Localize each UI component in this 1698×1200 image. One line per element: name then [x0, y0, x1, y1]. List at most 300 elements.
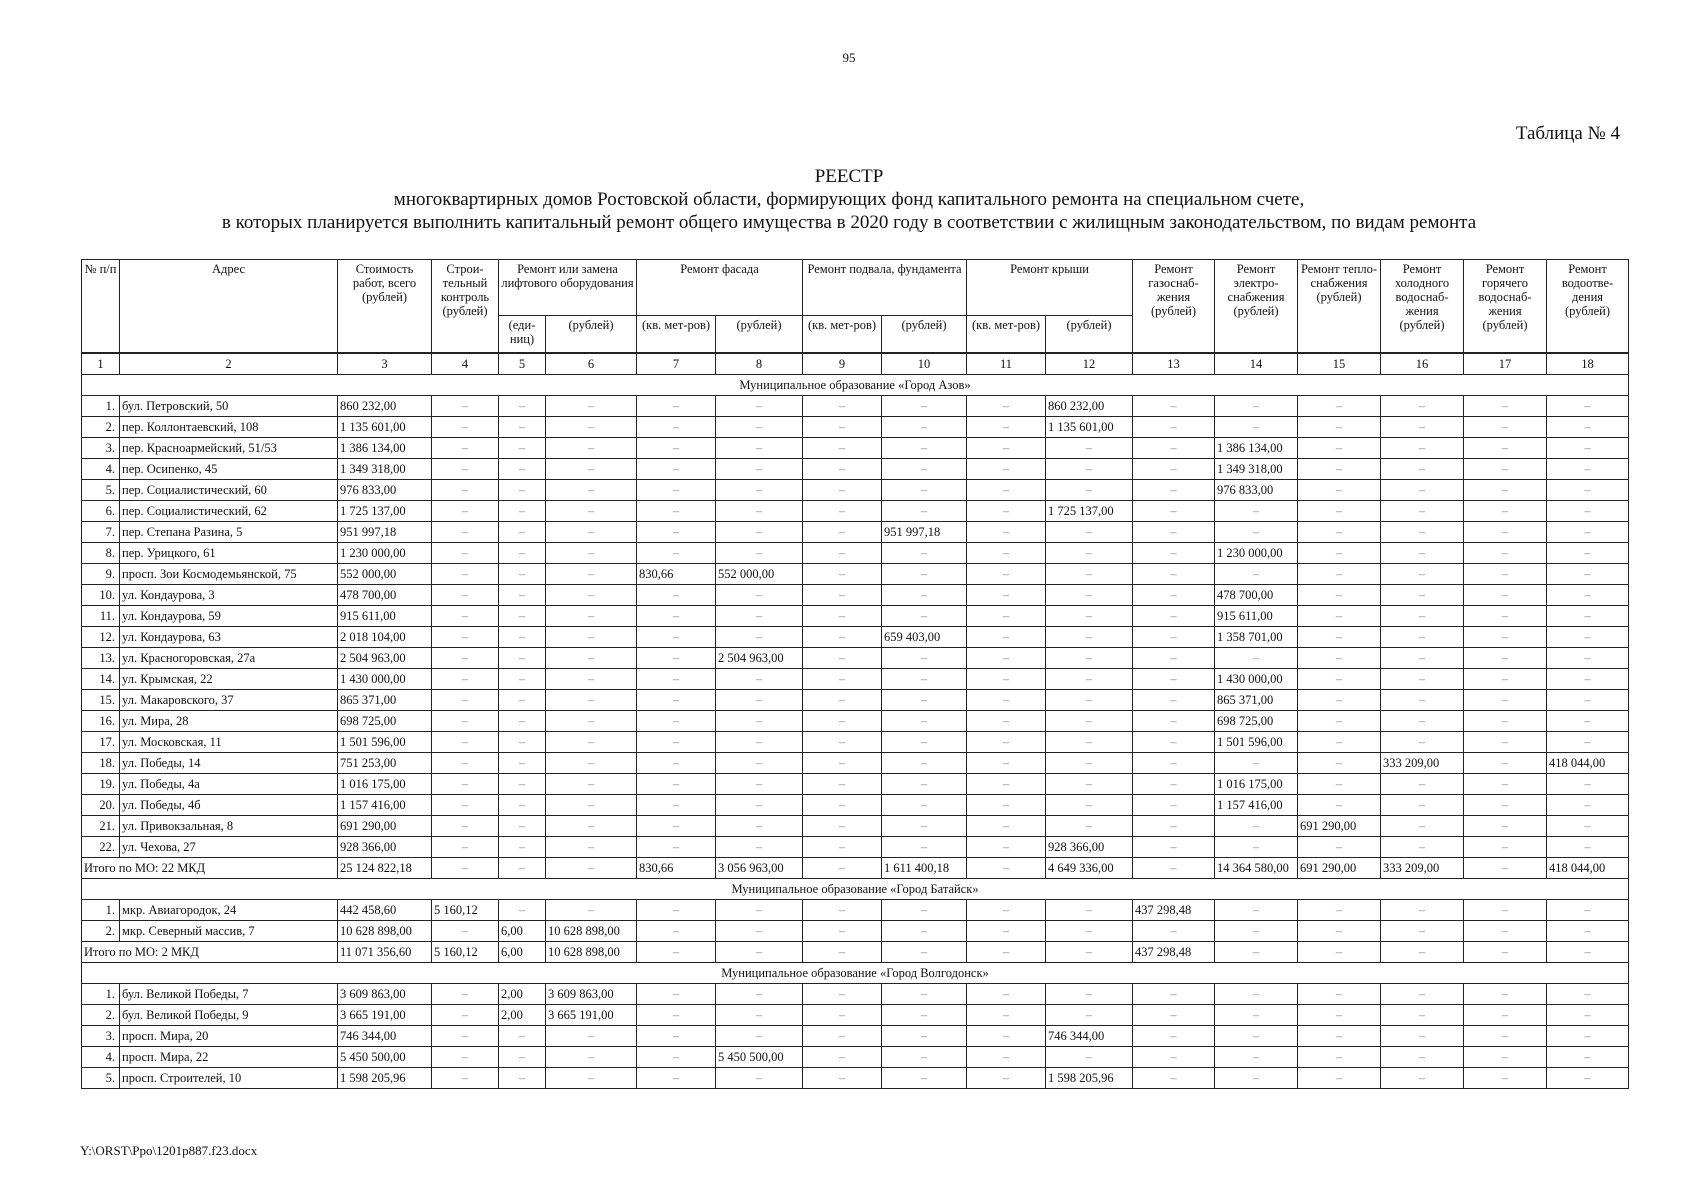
value-cell: –: [546, 711, 637, 732]
row-number: 20.: [82, 795, 120, 816]
value-cell: –: [1133, 984, 1215, 1005]
value-cell: –: [1298, 795, 1381, 816]
value-cell: –: [1133, 459, 1215, 480]
row-number: 8.: [82, 543, 120, 564]
value-cell: 3 665 191,00: [338, 1005, 432, 1026]
value-cell: –: [1046, 816, 1133, 837]
value-cell: –: [967, 795, 1046, 816]
value-cell: –: [882, 543, 967, 564]
value-cell: –: [967, 480, 1046, 501]
page-number: 95: [842, 50, 856, 65]
value-cell: –: [432, 627, 499, 648]
value-cell: –: [1298, 606, 1381, 627]
value-cell: –: [1547, 837, 1629, 858]
value-cell: –: [1464, 1047, 1547, 1068]
total-cell: –: [1133, 858, 1215, 879]
value-cell: 442 458,60: [338, 900, 432, 921]
value-cell: –: [803, 1005, 882, 1026]
title-line-2: многоквартирных домов Ростовской области, формирующих фонд капитального ремонта на специальном счете,: [393, 189, 1305, 210]
row-number: 2.: [82, 417, 120, 438]
value-cell: –: [967, 585, 1046, 606]
value-cell: –: [1298, 774, 1381, 795]
value-cell: –: [432, 543, 499, 564]
table-body: [82, 375, 1629, 1089]
value-cell: 3 665 191,00: [546, 1005, 637, 1026]
header-lift: Ремонт или замена лифтового оборудования: [499, 260, 637, 316]
address-cell: бул. Великой Победы, 9: [120, 1005, 338, 1026]
value-cell: –: [1133, 753, 1215, 774]
value-cell: –: [882, 459, 967, 480]
value-cell: –: [1381, 648, 1464, 669]
value-cell: –: [716, 396, 803, 417]
value-cell: –: [1464, 438, 1547, 459]
value-cell: –: [1464, 627, 1547, 648]
value-cell: –: [803, 564, 882, 585]
value-cell: –: [1381, 984, 1464, 1005]
value-cell: –: [1046, 732, 1133, 753]
value-cell: –: [637, 795, 716, 816]
value-cell: –: [967, 669, 1046, 690]
value-cell: –: [1381, 1047, 1464, 1068]
value-cell: –: [1464, 984, 1547, 1005]
value-cell: –: [1464, 1026, 1547, 1047]
value-cell: –: [637, 774, 716, 795]
table-row: [82, 900, 1629, 921]
value-cell: –: [1547, 690, 1629, 711]
row-number: 1.: [82, 984, 120, 1005]
value-cell: –: [499, 543, 546, 564]
value-cell: –: [546, 501, 637, 522]
value-cell: –: [499, 417, 546, 438]
row-number: 1.: [82, 900, 120, 921]
row-number: 22.: [82, 837, 120, 858]
value-cell: –: [1298, 711, 1381, 732]
value-cell: –: [803, 438, 882, 459]
value-cell: –: [803, 816, 882, 837]
value-cell: –: [1547, 732, 1629, 753]
value-cell: –: [716, 753, 803, 774]
column-number: 16: [1381, 353, 1464, 375]
total-cell: –: [1298, 942, 1381, 963]
address-cell: ул. Кондаурова, 3: [120, 585, 338, 606]
value-cell: 437 298,48: [1133, 900, 1215, 921]
value-cell: –: [1215, 816, 1298, 837]
registry-table: [81, 259, 1629, 1089]
value-cell: –: [716, 1026, 803, 1047]
value-cell: –: [637, 900, 716, 921]
value-cell: –: [1547, 627, 1629, 648]
value-cell: –: [1215, 648, 1298, 669]
value-cell: –: [1133, 627, 1215, 648]
value-cell: –: [1464, 648, 1547, 669]
value-cell: –: [546, 396, 637, 417]
value-cell: –: [1046, 606, 1133, 627]
value-cell: –: [637, 417, 716, 438]
value-cell: –: [432, 795, 499, 816]
value-cell: –: [803, 543, 882, 564]
address-cell: ул. Чехова, 27: [120, 837, 338, 858]
value-cell: –: [1547, 984, 1629, 1005]
value-cell: –: [1046, 711, 1133, 732]
value-cell: –: [716, 417, 803, 438]
value-cell: –: [1133, 480, 1215, 501]
column-number: 1: [82, 353, 120, 375]
value-cell: –: [1381, 921, 1464, 942]
address-cell: ул. Победы, 14: [120, 753, 338, 774]
value-cell: 1 501 596,00: [338, 732, 432, 753]
value-cell: 1 598 205,96: [1046, 1068, 1133, 1089]
address-cell: ул. Кондаурова, 63: [120, 627, 338, 648]
value-cell: –: [637, 1026, 716, 1047]
value-cell: –: [1298, 1068, 1381, 1089]
value-cell: –: [1133, 774, 1215, 795]
value-cell: 751 253,00: [338, 753, 432, 774]
value-cell: –: [1046, 690, 1133, 711]
value-cell: –: [967, 1068, 1046, 1089]
value-cell: –: [803, 480, 882, 501]
address-cell: ул. Кондаурова, 59: [120, 606, 338, 627]
value-cell: 1 230 000,00: [338, 543, 432, 564]
table-row: [82, 627, 1629, 648]
value-cell: –: [1381, 396, 1464, 417]
value-cell: –: [1464, 837, 1547, 858]
value-cell: –: [882, 648, 967, 669]
address-cell: пер. Коллонтаевский, 108: [120, 417, 338, 438]
value-cell: –: [432, 711, 499, 732]
value-cell: –: [432, 480, 499, 501]
address-cell: пер. Социалистический, 60: [120, 480, 338, 501]
value-cell: –: [432, 606, 499, 627]
value-cell: 10 628 898,00: [546, 921, 637, 942]
value-cell: –: [1046, 564, 1133, 585]
value-cell: –: [1547, 606, 1629, 627]
row-number: 17.: [82, 732, 120, 753]
value-cell: –: [637, 921, 716, 942]
value-cell: –: [637, 480, 716, 501]
value-cell: –: [803, 522, 882, 543]
value-cell: –: [637, 459, 716, 480]
value-cell: –: [432, 564, 499, 585]
table-row: [82, 648, 1629, 669]
value-cell: –: [803, 417, 882, 438]
value-cell: –: [882, 711, 967, 732]
total-cell: –: [803, 858, 882, 879]
table-row: [82, 1047, 1629, 1068]
value-cell: –: [1215, 984, 1298, 1005]
value-cell: –: [967, 459, 1046, 480]
value-cell: –: [432, 1026, 499, 1047]
value-cell: –: [1046, 438, 1133, 459]
value-cell: –: [1046, 984, 1133, 1005]
value-cell: –: [637, 438, 716, 459]
value-cell: 3 609 863,00: [546, 984, 637, 1005]
value-cell: –: [1215, 900, 1298, 921]
header-facade: Ремонт фасада: [637, 260, 803, 316]
header-number: № п/п: [82, 260, 120, 354]
total-row: [82, 942, 1629, 963]
table-row: [82, 438, 1629, 459]
column-number: 3: [338, 353, 432, 375]
value-cell: –: [716, 900, 803, 921]
value-cell: –: [1547, 585, 1629, 606]
value-cell: –: [1381, 732, 1464, 753]
value-cell: –: [803, 1026, 882, 1047]
value-cell: 1 430 000,00: [338, 669, 432, 690]
value-cell: –: [1464, 921, 1547, 942]
value-cell: –: [1046, 774, 1133, 795]
value-cell: –: [1046, 648, 1133, 669]
value-cell: –: [967, 921, 1046, 942]
value-cell: –: [1464, 522, 1547, 543]
value-cell: –: [1133, 816, 1215, 837]
value-cell: –: [1547, 648, 1629, 669]
total-label: Итого по МО: 22 МКД: [82, 858, 338, 879]
value-cell: –: [546, 1026, 637, 1047]
value-cell: 1 349 318,00: [338, 459, 432, 480]
value-cell: 860 232,00: [1046, 396, 1133, 417]
column-number: 5: [499, 353, 546, 375]
value-cell: –: [1133, 417, 1215, 438]
value-cell: –: [1133, 711, 1215, 732]
table-row: [82, 606, 1629, 627]
value-cell: –: [432, 522, 499, 543]
value-cell: –: [1133, 837, 1215, 858]
value-cell: 746 344,00: [338, 1026, 432, 1047]
value-cell: –: [546, 732, 637, 753]
value-cell: –: [546, 585, 637, 606]
total-cell: –: [1215, 942, 1298, 963]
value-cell: –: [1381, 837, 1464, 858]
value-cell: –: [1298, 1005, 1381, 1026]
value-cell: –: [882, 501, 967, 522]
value-cell: –: [803, 1068, 882, 1089]
header-gas: Ремонт газоснаб-жения (рублей): [1133, 260, 1215, 354]
table-row: [82, 1005, 1629, 1026]
document-title: [0, 165, 1698, 234]
column-number: 7: [637, 353, 716, 375]
value-cell: 1 016 175,00: [1215, 774, 1298, 795]
value-cell: –: [1547, 459, 1629, 480]
value-cell: –: [803, 921, 882, 942]
value-cell: –: [882, 837, 967, 858]
value-cell: –: [803, 606, 882, 627]
value-cell: –: [637, 606, 716, 627]
value-cell: –: [1046, 900, 1133, 921]
value-cell: –: [716, 606, 803, 627]
value-cell: –: [1381, 543, 1464, 564]
value-cell: –: [716, 816, 803, 837]
table-row: [82, 669, 1629, 690]
total-cell: 3 056 963,00: [716, 858, 803, 879]
value-cell: –: [882, 795, 967, 816]
value-cell: –: [637, 711, 716, 732]
row-number: 9.: [82, 564, 120, 585]
value-cell: –: [499, 669, 546, 690]
value-cell: –: [716, 1068, 803, 1089]
value-cell: 552 000,00: [716, 564, 803, 585]
value-cell: –: [432, 417, 499, 438]
value-cell: 478 700,00: [1215, 585, 1298, 606]
value-cell: –: [1547, 774, 1629, 795]
table-row: [82, 543, 1629, 564]
value-cell: –: [637, 732, 716, 753]
value-cell: –: [1464, 501, 1547, 522]
value-cell: –: [1547, 543, 1629, 564]
value-cell: –: [1381, 606, 1464, 627]
address-cell: мкр. Северный массив, 7: [120, 921, 338, 942]
value-cell: –: [546, 543, 637, 564]
row-number: 3.: [82, 438, 120, 459]
value-cell: –: [546, 1068, 637, 1089]
value-cell: –: [1547, 417, 1629, 438]
value-cell: –: [1381, 564, 1464, 585]
value-cell: –: [803, 753, 882, 774]
total-cell: –: [432, 858, 499, 879]
section-row: [82, 375, 1629, 396]
value-cell: –: [499, 1026, 546, 1047]
value-cell: –: [882, 606, 967, 627]
value-cell: 691 290,00: [338, 816, 432, 837]
value-cell: –: [882, 1026, 967, 1047]
value-cell: –: [499, 396, 546, 417]
value-cell: 928 366,00: [338, 837, 432, 858]
address-cell: ул. Крымская, 22: [120, 669, 338, 690]
total-cell: 25 124 822,18: [338, 858, 432, 879]
value-cell: –: [432, 648, 499, 669]
value-cell: –: [499, 522, 546, 543]
value-cell: –: [1133, 606, 1215, 627]
value-cell: –: [432, 690, 499, 711]
value-cell: –: [1133, 522, 1215, 543]
value-cell: –: [1046, 543, 1133, 564]
value-cell: 418 044,00: [1547, 753, 1629, 774]
value-cell: –: [1547, 1068, 1629, 1089]
value-cell: 1 135 601,00: [1046, 417, 1133, 438]
table-header: [82, 260, 1629, 375]
column-number: 4: [432, 353, 499, 375]
value-cell: 2 504 963,00: [338, 648, 432, 669]
row-number: 2.: [82, 1005, 120, 1026]
address-cell: бул. Великой Победы, 7: [120, 984, 338, 1005]
address-cell: ул. Макаровского, 37: [120, 690, 338, 711]
value-cell: –: [546, 627, 637, 648]
total-cell: –: [637, 942, 716, 963]
total-cell: 691 290,00: [1298, 858, 1381, 879]
value-cell: –: [1381, 669, 1464, 690]
value-cell: –: [1046, 921, 1133, 942]
value-cell: –: [1464, 753, 1547, 774]
value-cell: –: [546, 669, 637, 690]
value-cell: 830,66: [637, 564, 716, 585]
address-cell: ул. Московская, 11: [120, 732, 338, 753]
value-cell: 1 501 596,00: [1215, 732, 1298, 753]
value-cell: –: [432, 984, 499, 1005]
value-cell: –: [882, 984, 967, 1005]
value-cell: –: [1298, 900, 1381, 921]
value-cell: –: [546, 816, 637, 837]
value-cell: –: [1298, 522, 1381, 543]
value-cell: –: [499, 774, 546, 795]
value-cell: –: [499, 1047, 546, 1068]
total-cell: 5 160,12: [432, 942, 499, 963]
table-row: [82, 753, 1629, 774]
column-number: 18: [1547, 353, 1629, 375]
value-cell: –: [546, 648, 637, 669]
value-cell: –: [1464, 900, 1547, 921]
value-cell: –: [499, 648, 546, 669]
value-cell: 698 725,00: [338, 711, 432, 732]
header-heat: Ремонт тепло-снабжения (рублей): [1298, 260, 1381, 354]
row-number: 10.: [82, 585, 120, 606]
value-cell: –: [882, 396, 967, 417]
section-title: Муниципальное образование «Город Волгодонск»: [82, 963, 1629, 984]
total-cell: 4 649 336,00: [1046, 858, 1133, 879]
value-cell: –: [1133, 795, 1215, 816]
value-cell: –: [1464, 1068, 1547, 1089]
value-cell: –: [499, 732, 546, 753]
value-cell: –: [1133, 648, 1215, 669]
table-row: [82, 732, 1629, 753]
value-cell: –: [499, 438, 546, 459]
row-number: 11.: [82, 606, 120, 627]
section-row: [82, 963, 1629, 984]
header-cold-water: Ремонт холодного водоснаб-жения (рублей): [1381, 260, 1464, 354]
value-cell: –: [1464, 669, 1547, 690]
value-cell: –: [803, 396, 882, 417]
value-cell: –: [499, 606, 546, 627]
value-cell: –: [716, 732, 803, 753]
value-cell: –: [432, 459, 499, 480]
header-roof-rub: (рублей): [1046, 316, 1133, 354]
table-row: [82, 921, 1629, 942]
table-row: [82, 816, 1629, 837]
column-number-row: [82, 353, 1629, 375]
value-cell: –: [1464, 795, 1547, 816]
value-cell: –: [1464, 711, 1547, 732]
value-cell: 1 725 137,00: [1046, 501, 1133, 522]
total-cell: –: [546, 858, 637, 879]
row-number: 5.: [82, 480, 120, 501]
value-cell: –: [1133, 438, 1215, 459]
value-cell: –: [1215, 564, 1298, 585]
value-cell: –: [1464, 606, 1547, 627]
value-cell: –: [546, 1047, 637, 1068]
value-cell: –: [499, 564, 546, 585]
table-row: [82, 1026, 1629, 1047]
total-cell: –: [1464, 942, 1547, 963]
total-cell: 1 611 400,18: [882, 858, 967, 879]
value-cell: 860 232,00: [338, 396, 432, 417]
value-cell: –: [637, 690, 716, 711]
value-cell: –: [967, 1047, 1046, 1068]
address-cell: просп. Мира, 20: [120, 1026, 338, 1047]
value-cell: 1 358 701,00: [1215, 627, 1298, 648]
address-cell: ул. Привокзальная, 8: [120, 816, 338, 837]
value-cell: –: [1215, 1047, 1298, 1068]
value-cell: –: [716, 1005, 803, 1026]
value-cell: –: [546, 417, 637, 438]
total-cell: –: [967, 858, 1046, 879]
column-number: 10: [882, 353, 967, 375]
value-cell: –: [432, 669, 499, 690]
value-cell: –: [1133, 1068, 1215, 1089]
value-cell: –: [1133, 396, 1215, 417]
value-cell: –: [803, 459, 882, 480]
value-cell: –: [1464, 417, 1547, 438]
value-cell: –: [1215, 753, 1298, 774]
value-cell: –: [967, 711, 1046, 732]
value-cell: –: [637, 1047, 716, 1068]
